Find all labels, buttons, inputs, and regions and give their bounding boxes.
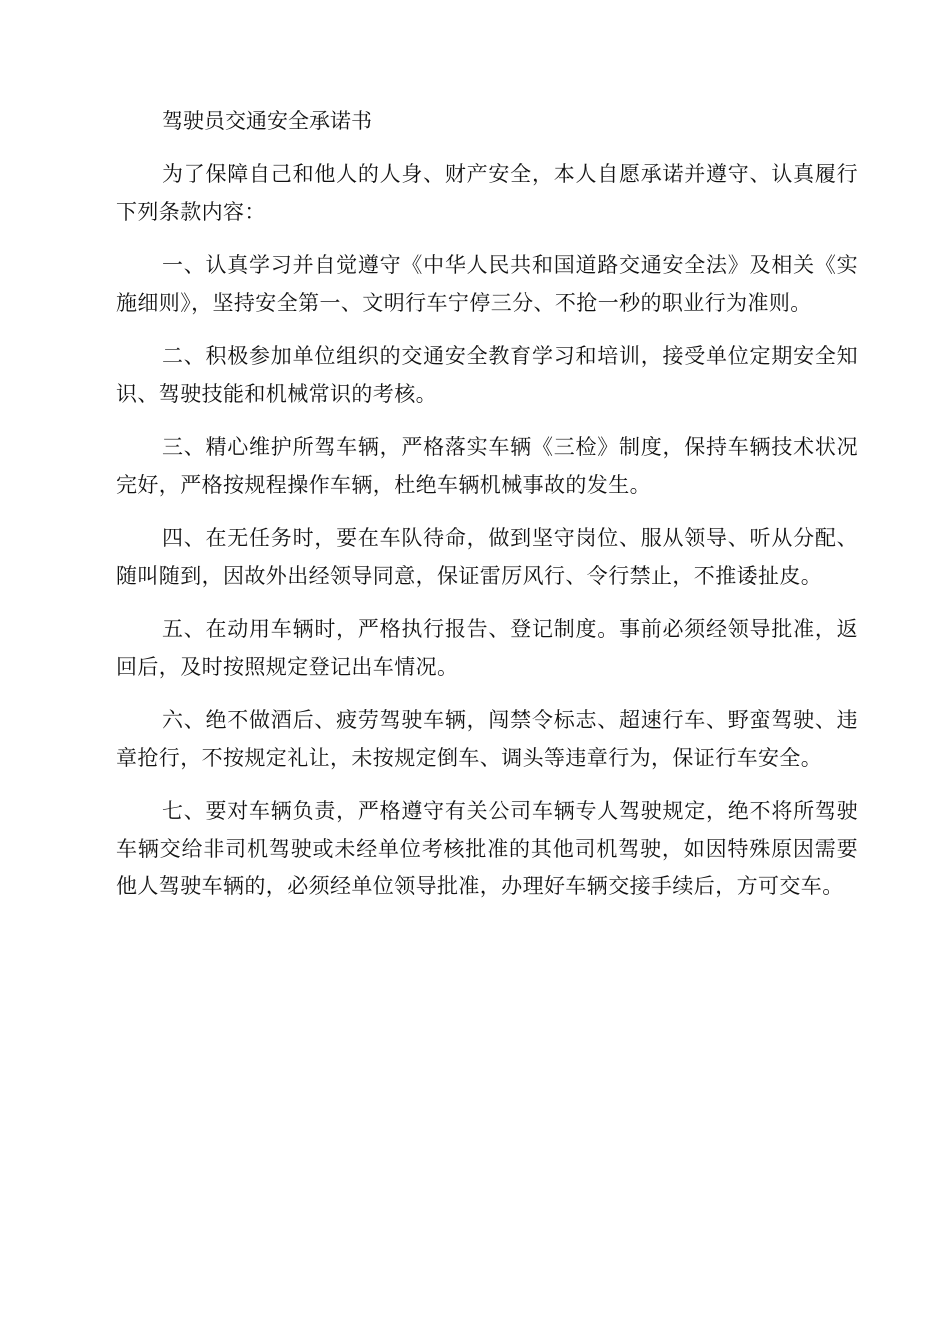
paragraph-clause-3: 三、精心维护所驾车辆，严格落实车辆《三检》制度，保持车辆技术状况完好，严格按规程操作车辆，杜绝车辆机械事故的发生。	[116, 435, 858, 497]
paragraph-clause-2: 二、积极参加单位组织的交通安全教育学习和培训，接受单位定期安全知识、驾驶技能和机械常识的考核。	[116, 344, 858, 406]
paragraph-clause-7: 七、要对车辆负责，严格遵守有关公司车辆专人驾驶规定，绝不将所驾驶车辆交给非司机驾驶或未经单位考核批准的其他司机驾驶，如因特殊原因需要他人驾驶车辆的，必须经单位领导批准，办理好车辆交接手续后，方可交车。	[116, 799, 858, 898]
paragraph-intro: 为了保障自己和他人的人身、财产安全，本人自愿承诺并遵守、认真履行下列条款内容：	[116, 162, 858, 224]
paragraph-clause-4: 四、在无任务时，要在车队待命，做到坚守岗位、服从领导、听从分配、随叫随到，因故外出经领导同意，保证雷厉风行、令行禁止，不推诿扯皮。	[116, 526, 858, 588]
paragraph-clause-6: 六、绝不做酒后、疲劳驾驶车辆，闯禁令标志、超速行车、野蛮驾驶、违章抢行，不按规定礼让，未按规定倒车、调头等违章行为，保证行车安全。	[116, 708, 858, 770]
paragraph-clause-1: 一、认真学习并自觉遵守《中华人民共和国道路交通安全法》及相关《实施细则》，坚持安全第一、文明行车宁停三分、不抢一秒的职业行为准则。	[116, 253, 858, 315]
document-title: 驾驶员交通安全承诺书	[162, 109, 372, 133]
paragraph-clause-5: 五、在动用车辆时，严格执行报告、登记制度。事前必须经领导批准，返回后，及时按照规定登记出车情况。	[116, 617, 858, 679]
